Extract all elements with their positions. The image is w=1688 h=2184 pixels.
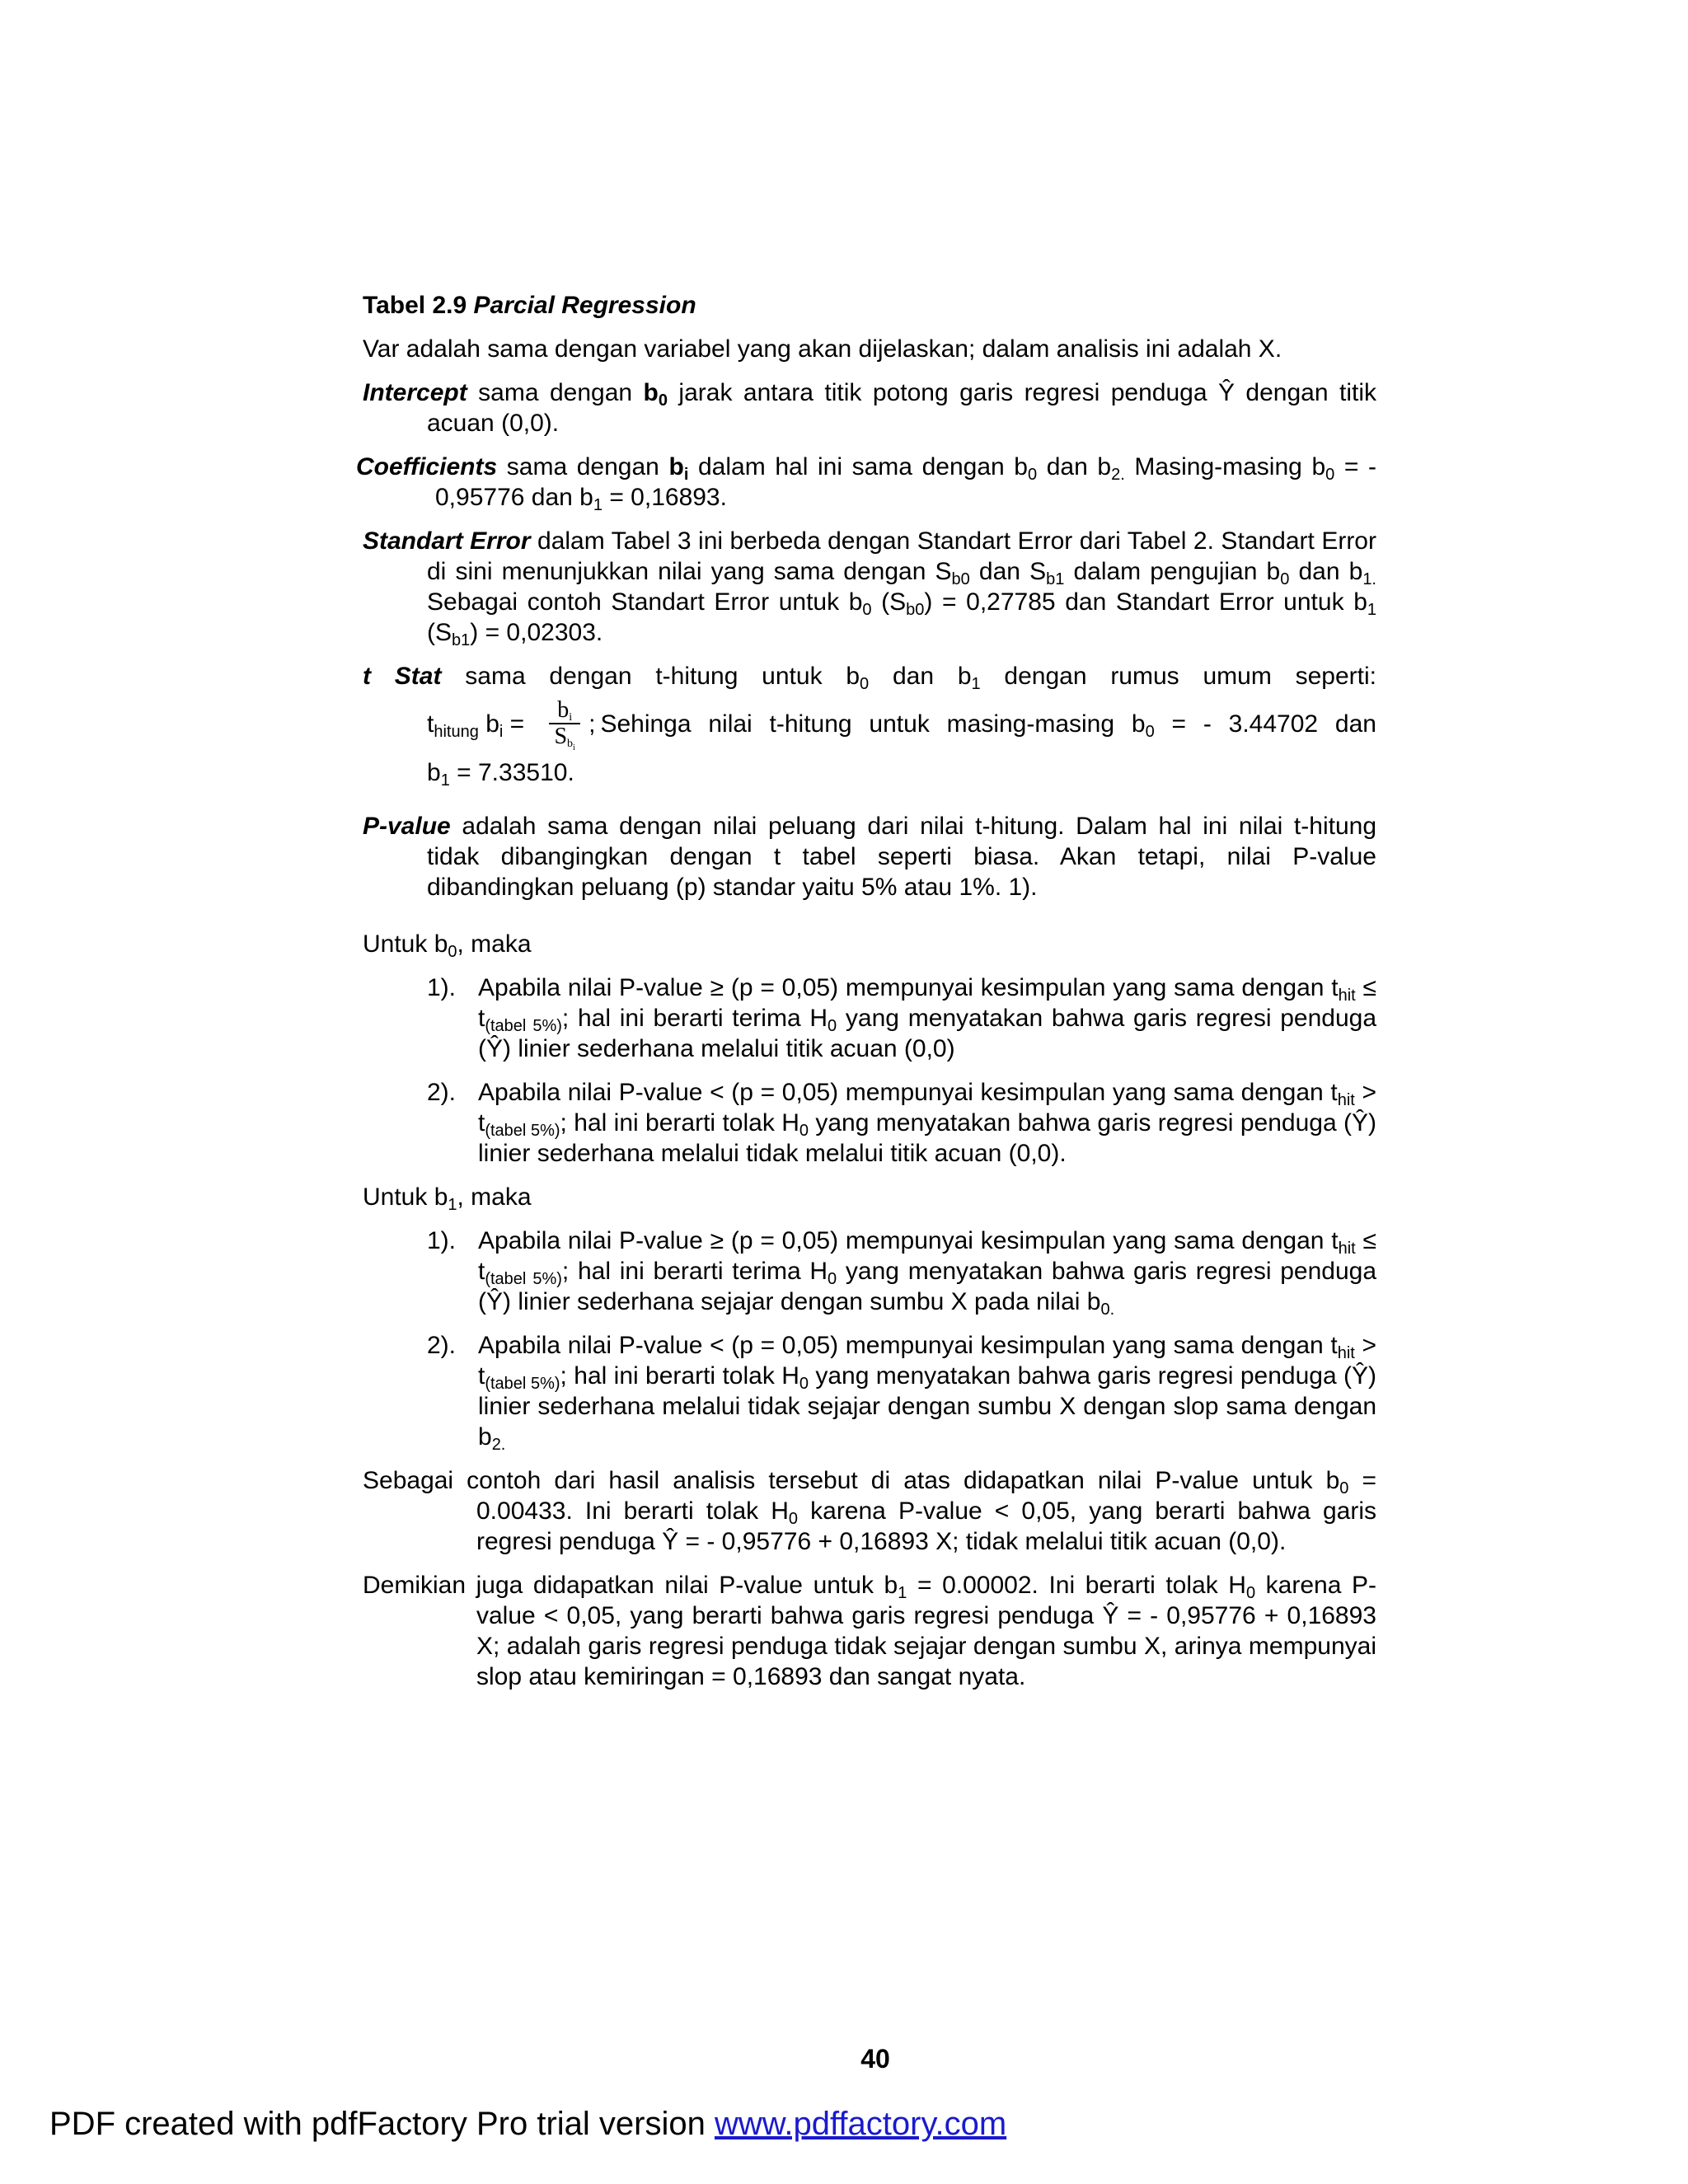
t-hitung-formula	[427, 697, 1376, 752]
b0-item-1: 1). Apabila nilai P-value ≥ (p = 0,05) mempunyai kesimpulan yang sama dengan $t_{hit} \le t_{(tabel 5\%)}$; hal ini berarti terima $H_0$ yang menyatakan bahwa garis regresi penduga (Ŷ) linier sederhana melalui titik acuan (0,0)	[427, 974, 1377, 1062]
formula-result-text: Sehinga nilai t-hitung untuk masing-masing $b_0$ = - 3.44702 dan	[600, 710, 1376, 741]
formula-semicolon: ;	[588, 710, 596, 738]
b1-item-2: 2). Apabila nilai P-value < (p = 0,05) mempunyai kesimpulan yang sama dengan $t_{hit} > t_{(tabel 5\%)}$; hal ini berarti tolak $H_0$ yang menyatakan bahwa garis regresi penduga (Ŷ) linier sederhana melalui tidak sejajar dengan sumbu X dengan slop sama dengan $b_{2.}$	[427, 1332, 1377, 1454]
coefficients-paragraph: Coefficients sama dengan $b_i$ dalam hal ini sama dengan $b_0$ dan $b_{2.}$ Masing-masing $b_0$ = - 0,95776 dan $b_1 = 0,16893$.	[356, 453, 1376, 514]
formula-lhs: $t_{hitung}$ $b_i$ =	[427, 710, 525, 741]
b1-section-heading: Untuk $b_1$, maka	[363, 1183, 532, 1214]
page-number: 40	[860, 2044, 890, 2074]
example-b1-paragraph: Demikian juga didapatkan nilai P-value untuk $b_1 = 0.00002$. Ini berarti tolak $H_0$ karena P-value < 0,05, yang berarti bahwa garis regresi penduga Ŷ = - 0,95776 + 0,16893 X; adalah garis regresi penduga tidak sejajar dengan sumbu X, arinya mempunyai slop atau kemiringan = 0,16893 dan sangat nyata.	[363, 1572, 1377, 1690]
b0-item-2: 2). Apabila nilai P-value < (p = 0,05) mempunyai kesimpulan yang sama dengan $t_{hit} > t_{(tabel 5\%)}$; hal ini berarti tolak $H_0$ yang menyatakan bahwa garis regresi penduga (Ŷ) linier sederhana melalui tidak melalui titik acuan (0,0).	[427, 1079, 1377, 1167]
b1-item-1: 1). Apabila nilai P-value ≥ (p = 0,05) mempunyai kesimpulan yang sama dengan $t_{hit} \le t_{(tabel 5\%)}$; hal ini berarti terima $H_0$ yang menyatakan bahwa garis regresi penduga (Ŷ) linier sederhana sejajar dengan sumbu X pada nilai $b_{0.}$	[427, 1227, 1377, 1319]
b0-section-heading: Untuk $b_0$, maka	[363, 930, 532, 961]
formula-fraction	[549, 697, 580, 752]
pdf-footer: PDF created with pdfFactory Pro trial version www.pdffactory.com	[49, 2106, 1007, 2142]
pdffactory-link[interactable]: www.pdffactory.com	[714, 2106, 1007, 2142]
p-value-paragraph: P-value adalah sama dengan nilai peluang dari nilai t-hitung. Dalam hal ini nilai t-hitung tidak dibangingkan dengan t tabel seperti biasa. Akan tetapi, nilai P-value dibandingkan peluang (p) standar yaitu 5% atau 1%. 1).	[363, 813, 1376, 901]
example-b0-paragraph: Sebagai contoh dari hasil analisis tersebut di atas didapatkan nilai P-value untuk $b_0 = 0.00433$. Ini berarti tolak $H_0$ karena P-value < 0,05, yang berarti bahwa garis regresi penduga Ŷ = - 0,95776 + 0,16893 X; tidak melalui titik acuan (0,0).	[363, 1467, 1377, 1555]
intercept-paragraph: Intercept sama dengan $b_0$ jarak antara titik potong garis regresi penduga Ŷ dengan titik acuan (0,0).	[363, 379, 1376, 437]
fraction-denominator: $S_{b_i}$	[554, 724, 575, 752]
fraction-numerator: $b_i$	[549, 698, 580, 724]
standart-error-paragraph: Standart Error dalam Tabel 3 ini berbeda dengan Standart Error dari Tabel 2. Standart Error di sini menunjukkan nilai yang sama dengan $S_{b0}$ dan $S_{b1}$ dalam pengujian $b_0$ dan $b_{1.}$ Sebagai contoh Standart Error untuk $b_0$ $(S_{b0}) = 0,27785$ dan Standart Error untuk $b_1$ $(S_{b1}) = 0,02303$.	[363, 527, 1376, 649]
b1-t-value: $b_1 = 7.33510$.	[427, 759, 574, 790]
t-stat-paragraph: t Stat sama dengan t-hitung untuk $b_0$ dan $b_1$ dengan rumus umum seperti:	[363, 663, 1376, 693]
table-title: Tabel 2.9 Parcial Regression	[363, 292, 696, 319]
document-body	[356, 290, 1377, 1705]
var-paragraph: Var adalah sama dengan variabel yang akan dijelaskan; dalam analisis ini adalah X.	[363, 335, 1282, 363]
